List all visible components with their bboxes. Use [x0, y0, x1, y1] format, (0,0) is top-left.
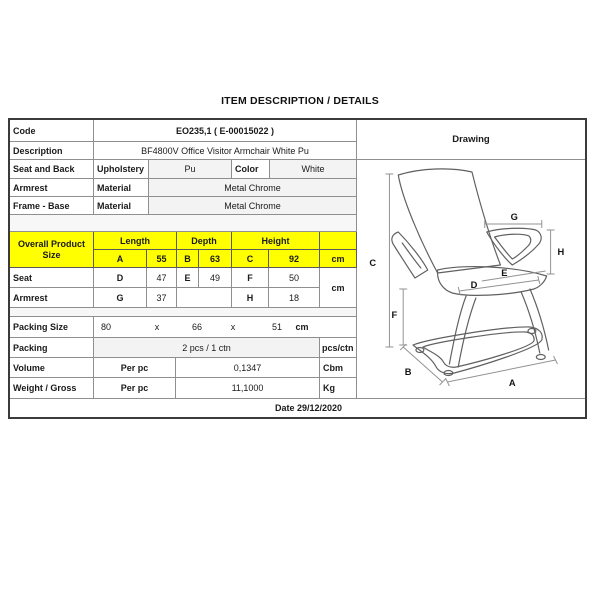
- dim-g-value: 37: [147, 288, 177, 308]
- armrest-material-value: Metal Chrome: [149, 179, 357, 197]
- dim-b-letter: B: [177, 250, 199, 268]
- seat-back-row: [10, 160, 357, 179]
- dim-a-value: 55: [147, 250, 177, 268]
- code-value: EO235,1 ( E-00015022 ): [94, 120, 357, 142]
- size-header-block: [10, 232, 357, 268]
- armrest-dims-row: [10, 288, 320, 308]
- color-label: Color: [232, 160, 270, 179]
- packing-size-x2: x: [230, 322, 236, 332]
- frame-material-label: Material: [94, 197, 149, 215]
- volume-row: [10, 358, 357, 378]
- dim-f-value: 50: [269, 268, 320, 288]
- packing-label: Packing: [10, 338, 94, 358]
- page-title: ITEM DESCRIPTION / DETAILS: [221, 95, 379, 107]
- dim-line-F: [399, 289, 407, 345]
- packing-size-x1: x: [154, 322, 160, 332]
- packing-size-label: Packing Size: [10, 317, 94, 338]
- packing-unit: pcs/ctn: [320, 338, 357, 358]
- armrest-label: Armrest: [10, 179, 94, 197]
- packing-size-values: [94, 317, 357, 338]
- date-row: [10, 399, 585, 417]
- frame-base-row: [10, 197, 357, 215]
- packing-size-unit: cm: [295, 322, 309, 332]
- spacer-row-1: [10, 215, 357, 232]
- seat-armrest-unit: cm: [320, 268, 357, 308]
- dim-c-letter: C: [232, 250, 269, 268]
- packing-size-row: [10, 317, 357, 338]
- dim-b-value: 63: [199, 250, 232, 268]
- code-label: Code: [10, 120, 94, 142]
- length-header: Length: [94, 232, 177, 250]
- chair-base-inner: [423, 332, 534, 367]
- frame-base-label: Frame - Base: [10, 197, 94, 215]
- depth-header: Depth: [177, 232, 232, 250]
- size-unit: cm: [320, 250, 357, 268]
- dim-d-value: 47: [147, 268, 177, 288]
- drawing-label-A: A: [508, 376, 516, 389]
- weight-label: Weight / Gross: [10, 378, 94, 399]
- chair-right-armrest-inner: [495, 234, 531, 259]
- overall-product-size-header: Overall Product Size: [10, 232, 94, 268]
- volume-value: 0,1347: [176, 358, 320, 378]
- dim-line-E: [482, 271, 546, 281]
- seat-row-label: Seat: [10, 268, 94, 288]
- size-header-blank: [320, 232, 357, 250]
- upholstery-value: Pu: [149, 160, 232, 179]
- volume-per: Per pc: [94, 358, 176, 378]
- drawing-label-D: D: [470, 278, 478, 291]
- drawing-label-F: F: [391, 308, 398, 321]
- color-value: White: [270, 160, 357, 179]
- dim-d-letter: D: [94, 268, 147, 288]
- drawing-label-H: H: [557, 245, 565, 258]
- dim-line-H: [547, 230, 555, 274]
- drawing-header: Drawing: [357, 120, 585, 160]
- volume-label: Volume: [10, 358, 94, 378]
- spacer-row-2: [10, 308, 357, 317]
- dim-h-letter: H: [232, 288, 269, 308]
- dim-e-letter: E: [177, 268, 199, 288]
- dim-h-value: 18: [269, 288, 320, 308]
- seat-back-label: Seat and Back: [10, 160, 94, 179]
- weight-value: 11,1000: [176, 378, 320, 399]
- dim-c-value: 92: [269, 250, 320, 268]
- description-value: BF4800V Office Visitor Armchair White Pu: [94, 142, 357, 160]
- chair-left-armrest: [392, 232, 428, 278]
- upholstery-label: Upholstery: [94, 160, 149, 179]
- packing-size-v2: 66: [191, 322, 202, 332]
- description-label: Description: [10, 142, 94, 160]
- seat-armrest-dims-block: [10, 268, 357, 308]
- armrest-blank-cell: [177, 288, 232, 308]
- packing-size-v3: 51: [271, 322, 282, 332]
- armrest-material-label: Material: [94, 179, 149, 197]
- chair-right-leg: [521, 289, 549, 353]
- dim-line-B: [400, 344, 445, 385]
- chair-left-leg: [449, 296, 476, 367]
- date-value: Date 29/12/2020: [274, 403, 343, 413]
- caster-right-front: [536, 355, 545, 360]
- dim-g-letter: G: [94, 288, 147, 308]
- table-main-section: [10, 120, 357, 399]
- drawing-label-C: C: [369, 256, 377, 269]
- item-details-table: [8, 118, 587, 419]
- armrest-row: [10, 179, 357, 197]
- drawing-cell: [357, 120, 585, 399]
- height-header: Height: [232, 232, 320, 250]
- frame-material-value: Metal Chrome: [149, 197, 357, 215]
- packing-row: [10, 338, 357, 358]
- drawing-label-B: B: [404, 365, 412, 378]
- weight-row: [10, 378, 357, 399]
- drawing-label-E: E: [501, 266, 508, 279]
- dim-a-letter: A: [94, 250, 147, 268]
- armrest-row-label: Armrest: [10, 288, 94, 308]
- weight-per: Per pc: [94, 378, 176, 399]
- code-row: [10, 120, 357, 142]
- seat-dims-row: [10, 268, 320, 288]
- weight-unit: Kg: [320, 378, 357, 399]
- description-row: [10, 142, 357, 160]
- chair-drawing: [357, 160, 585, 399]
- dim-line-C: [386, 174, 394, 347]
- packing-value: 2 pcs / 1 ctn: [94, 338, 320, 358]
- volume-unit: Cbm: [320, 358, 357, 378]
- dim-f-letter: F: [232, 268, 269, 288]
- drawing-label-G: G: [510, 210, 518, 223]
- packing-size-v1: 80: [100, 322, 111, 332]
- dim-e-value: 49: [199, 268, 232, 288]
